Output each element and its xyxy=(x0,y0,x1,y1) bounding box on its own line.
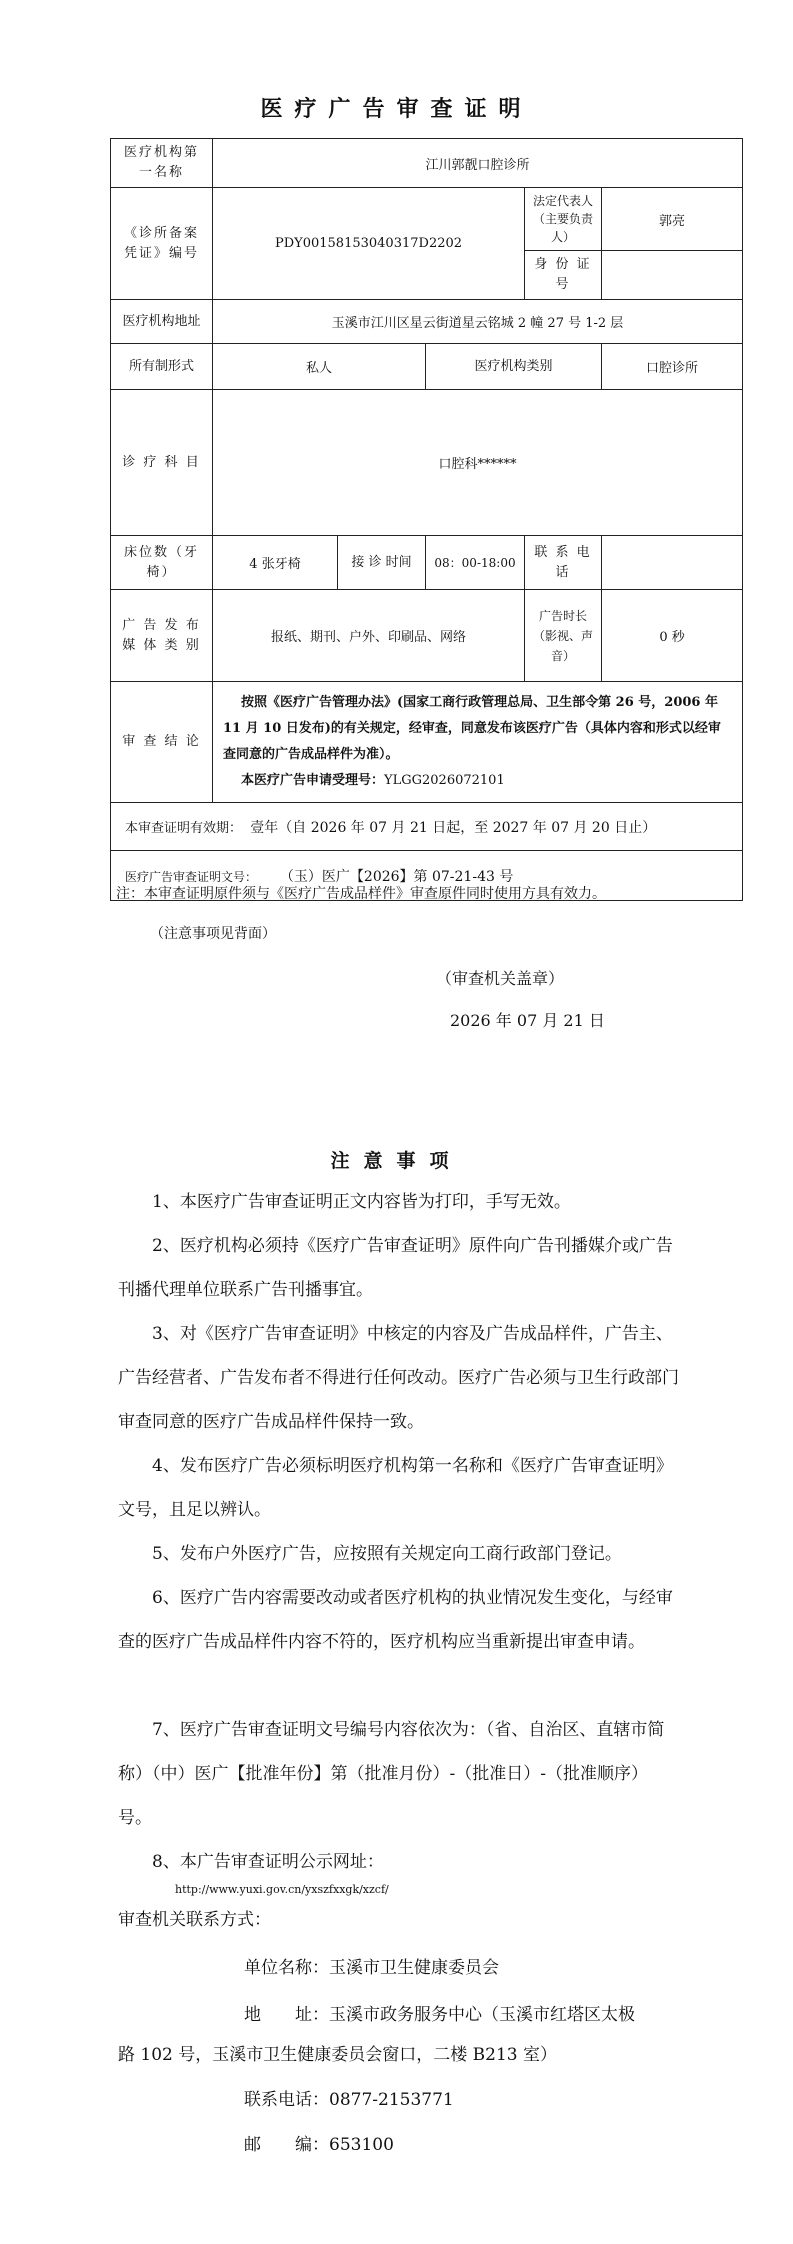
address-line: 地 址：玉溪市政务服务中心（玉溪市红塔区太极 xyxy=(244,2005,635,2025)
notice-item-1: 1、本医疗广告审查证明正文内容皆为打印，手写无效。 xyxy=(152,1192,571,1212)
name-label: 医疗机构第一名称 xyxy=(111,139,213,188)
address-value: 玉溪市江川区星云街道星云铭城 2 幢 27 号 1-2 层 xyxy=(213,300,743,344)
unit-name: 单位名称：玉溪市卫生健康委员会 xyxy=(244,1958,499,1978)
validity-label: 本审查证明有效期： xyxy=(125,820,243,836)
notice-item-3: 3、对《医疗广告审查证明》中核定的内容及广告成品样件，广告主、广告经营者、广告发布者不得进行任何改动。医疗广告必须与卫生行政部门审查同意的医疗广告成品样件保持一致。 xyxy=(118,1324,679,1432)
contact-heading: 审查机关联系方式： xyxy=(118,1910,271,1930)
duration-label: 广告时长（影视、声音） xyxy=(525,590,602,682)
ownership-value: 私人 xyxy=(213,344,426,390)
certificate-title: 医疗广告审查证明 xyxy=(260,96,533,122)
media-value: 报纸、期刊、户外、印刷品、网络 xyxy=(213,590,525,682)
registration-label: 《诊所备案凭证》编号 xyxy=(111,188,213,300)
media-label: 广 告 发 布 媒 体 类 别 xyxy=(111,590,213,682)
document-number-label: 医疗广告审查证明文号： xyxy=(125,869,258,884)
category-label: 医疗机构类别 xyxy=(426,344,602,390)
bed-value: 4 张牙椅 xyxy=(213,536,338,590)
contact-phone: 联系电话：0877-2153771 xyxy=(244,2090,454,2110)
ownership-label: 所有制形式 xyxy=(111,344,213,390)
category-value: 口腔诊所 xyxy=(602,344,743,390)
hours-value: 08：00-18:00 xyxy=(426,536,525,590)
seal-text: （审查机关盖章） xyxy=(436,969,565,988)
conclusion-label: 审 查 结 论 xyxy=(111,682,213,803)
phone-value xyxy=(602,536,743,590)
notice-item-6: 6、医疗广告内容需要改动或者医疗机构的执业情况发生变化，与经审查的医疗广告成品样件内容不符的，医疗机构应当重新提出审查申请。 xyxy=(118,1588,673,1652)
announcement-url: http://www.yuxi.gov.cn/yxszfxxgk/xzcf/ xyxy=(175,1883,389,1896)
address-label: 医疗机构地址 xyxy=(111,300,213,344)
validity-row xyxy=(111,803,743,851)
phone-label: 联 系 电话 xyxy=(525,536,602,590)
duration-value: 0 秒 xyxy=(602,590,743,682)
footnote: 注：本审查证明原件须与《医疗广告成品样件》审查原件同时使用方具有效力。 xyxy=(116,886,606,902)
notice-title: 注意事项 xyxy=(330,1150,463,1172)
validity-value: 壹年（自 2026 年 07 月 21 日起，至 2027 年 07 月 20 日止） xyxy=(250,819,657,836)
id-number-label: 身 份 证 号 xyxy=(525,251,602,300)
legal-rep-label: 法定代表人（主要负责人） xyxy=(525,188,602,251)
document-number-value: （玉）医广【2026】第 07-21-43 号 xyxy=(279,868,514,885)
registration-value: PDY00158153040317D2202 xyxy=(213,188,525,300)
certificate-table xyxy=(110,138,743,901)
issue-date: 2026 年 07 月 21 日 xyxy=(450,1011,605,1030)
postcode: 邮 编：653100 xyxy=(244,2135,394,2155)
legal-rep-value: 郭亮 xyxy=(602,188,743,251)
name-value: 江川郭靓口腔诊所 xyxy=(213,139,743,188)
notice-item-4: 4、发布医疗广告必须标明医疗机构第一名称和《医疗广告审查证明》文号，且足以辨认。 xyxy=(118,1456,673,1520)
conclusion-text: 按照《医疗广告管理办法》(国家工商行政管理总局、卫生部令第 26 号，2006 年 11 月 10 日发布)的有关规定，经审查，同意发布该医疗广告（具体内容和形式以经审查同意的广告成品样件为准）。 xyxy=(223,695,721,762)
conclusion-cell xyxy=(213,682,743,803)
application-number-label: 本医疗广告申请受理号： xyxy=(241,773,385,788)
notice-item-7: 7、医疗广告审查证明文号编号内容依次为：（省、自治区、直辖市简称）（中）医广【批准年份】第（批准月份）-（批准日）-（批准顺序）号。 xyxy=(118,1720,665,1828)
notice-item-5: 5、发布户外医疗广告，应按照有关规定向工商行政部门登记。 xyxy=(152,1544,622,1564)
application-number-value: YLGG2026072101 xyxy=(384,773,505,788)
see-back-note: （注意事项见背面） xyxy=(150,926,276,942)
id-number-value xyxy=(602,251,743,300)
department-label: 诊 疗 科 目 xyxy=(111,390,213,536)
bed-label: 床位数（牙椅） xyxy=(111,536,213,590)
department-value: 口腔科****** xyxy=(213,390,743,536)
hours-label: 接 诊 时间 xyxy=(338,536,426,590)
address-line-continued: 路 102 号，玉溪市卫生健康委员会窗口，二楼 B213 室） xyxy=(118,2045,558,2065)
notice-item-8: 8、本广告审查证明公示网址： xyxy=(152,1852,384,1872)
notice-item-2: 2、医疗机构必须持《医疗广告审查证明》原件向广告刊播媒介或广告刊播代理单位联系广告刊播事宜。 xyxy=(118,1236,673,1300)
